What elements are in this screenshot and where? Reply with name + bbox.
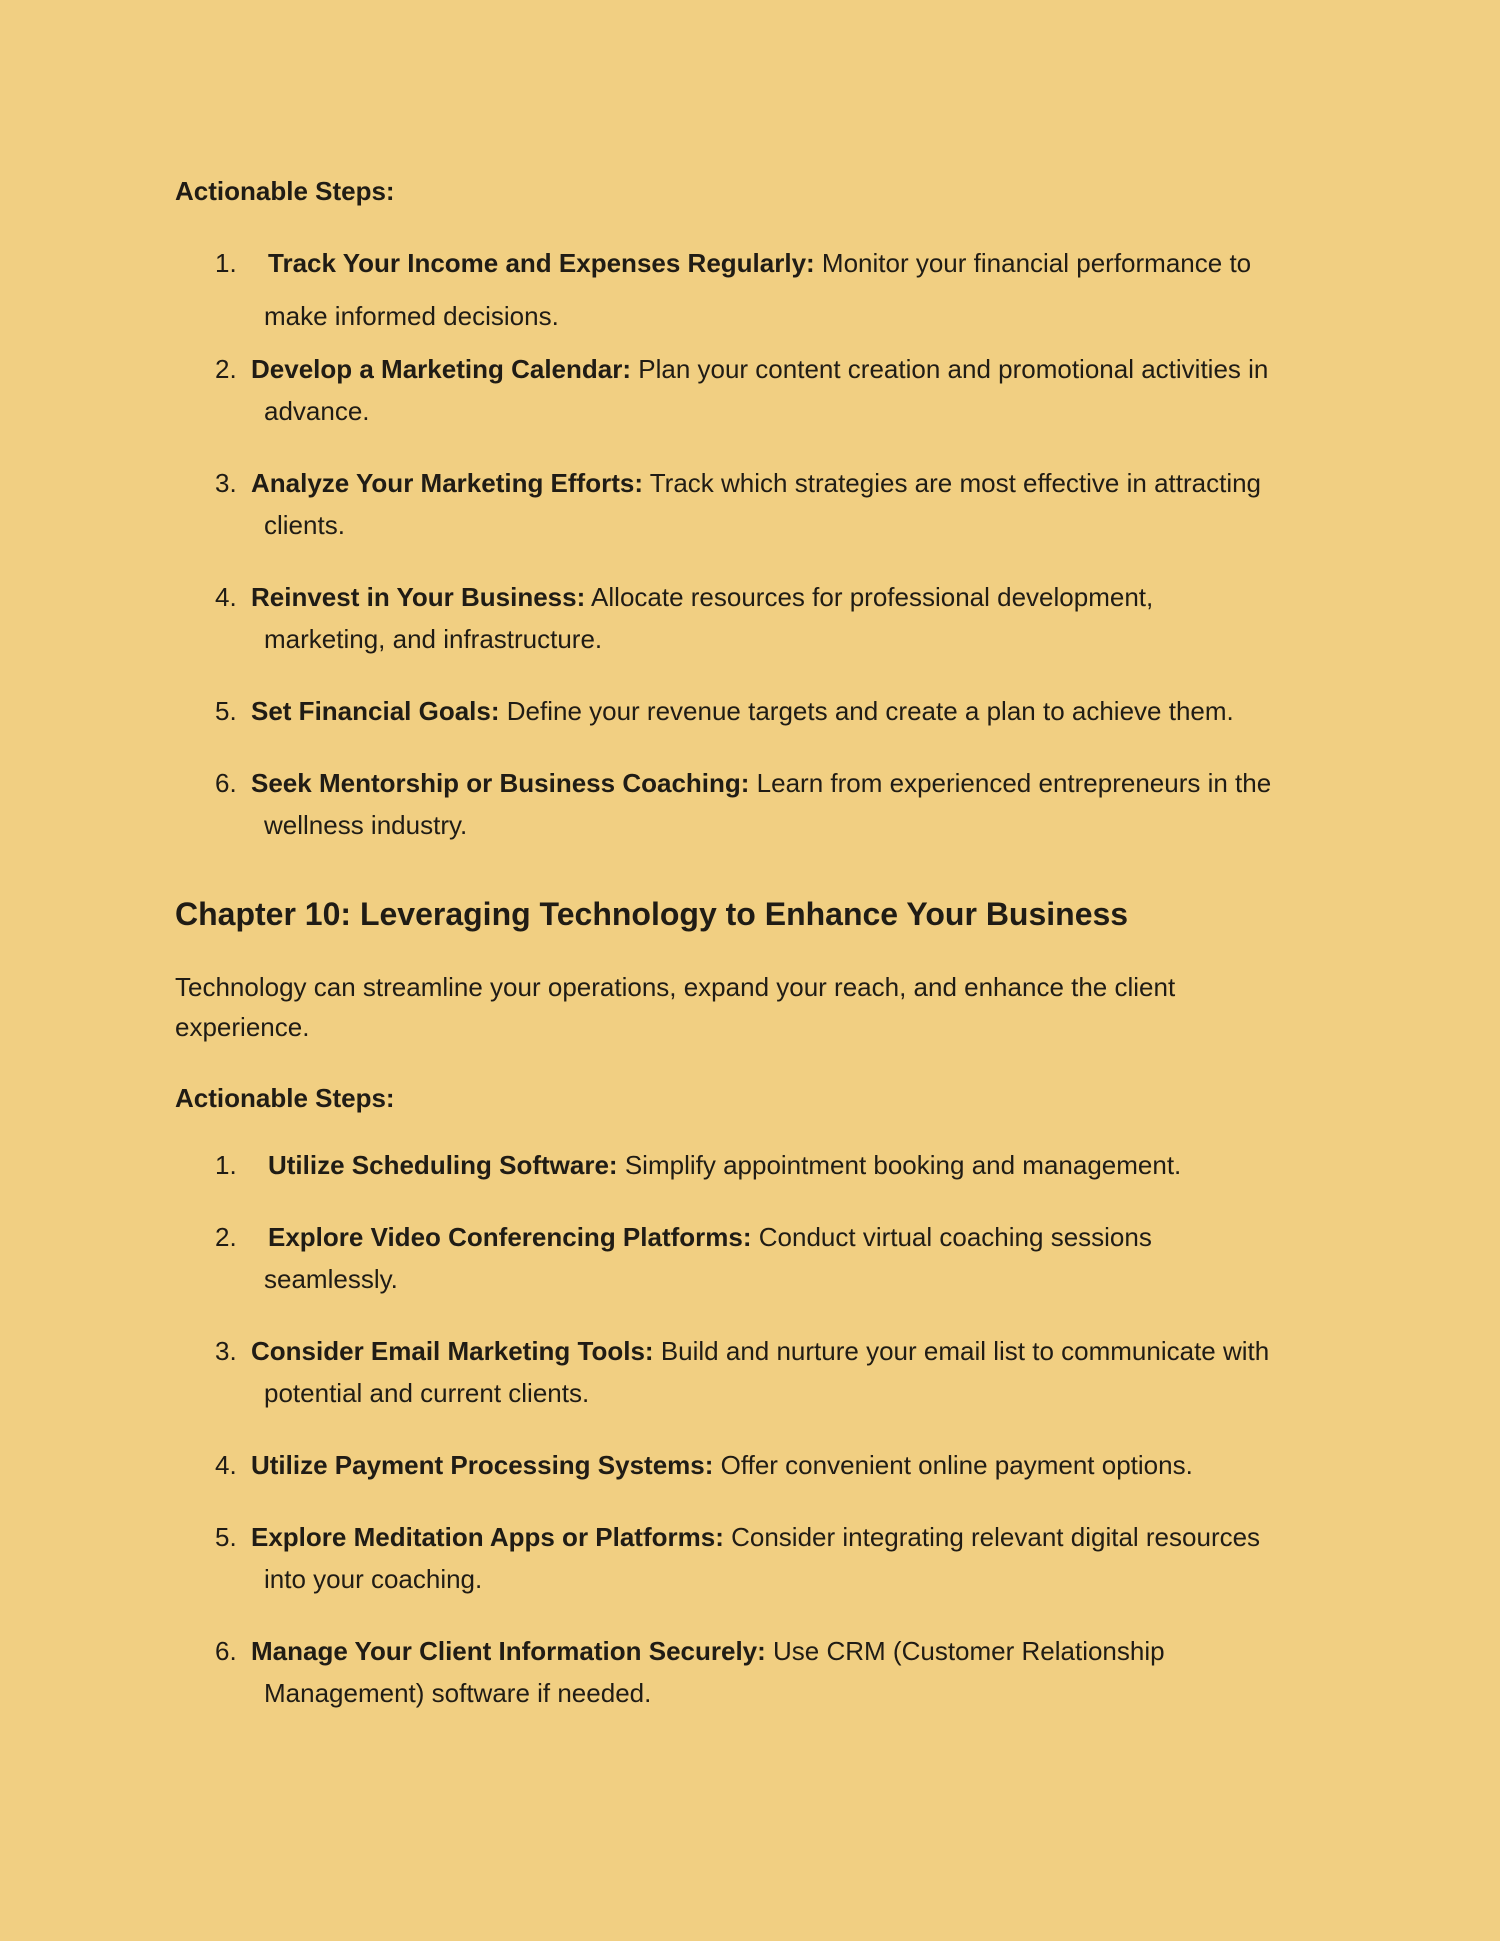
list-item-text-line2: marketing, and infrastructure. <box>264 624 603 654</box>
chapter-intro-line2: experience. <box>175 1012 310 1042</box>
list-item-title: Track Your Income and Expenses Regularly: <box>268 248 815 278</box>
list-item-number: 4. <box>215 582 237 612</box>
list-item-text: Monitor your financial performance to <box>821 248 1252 278</box>
list-item <box>175 1444 1380 1486</box>
list-item-title: Utilize Payment Processing Systems: <box>251 1450 714 1480</box>
chapter-title: Chapter 10: Leveraging Technology to Enhance Your Business <box>175 896 1129 932</box>
actionable-steps-list-1 <box>175 237 1380 846</box>
list-item <box>175 462 1380 546</box>
list-item-text-line2: potential and current clients. <box>264 1378 590 1408</box>
chapter-intro-line1: Technology can streamline your operations, expand your reach, and enhance the client <box>175 972 1176 1002</box>
chapter-intro <box>175 967 1380 1047</box>
list-item <box>175 1630 1380 1714</box>
list-item-text: Plan your content creation and promotional activities in <box>638 354 1269 384</box>
list-item-title: Manage Your Client Information Securely: <box>251 1636 766 1666</box>
list-item-title: Reinvest in Your Business: <box>251 582 586 612</box>
list-item <box>175 1216 1380 1300</box>
list-item-number: 3. <box>215 468 237 498</box>
list-item-title: Explore Meditation Apps or Platforms: <box>251 1522 724 1552</box>
list-item-title: Utilize Scheduling Software: <box>268 1150 618 1180</box>
actionable-steps-list-2 <box>175 1144 1380 1714</box>
actionable-steps-heading-2: Actionable Steps: <box>175 1083 395 1113</box>
list-item-text: Track which strategies are most effective in attracting <box>649 468 1262 498</box>
list-item-text: Define your revenue targets and create a plan to achieve them. <box>506 696 1234 726</box>
list-item-text: Build and nurture your email list to communicate with <box>660 1336 1270 1366</box>
list-item-number: 5. <box>215 696 237 726</box>
list-item-text: Use CRM (Customer Relationship <box>773 1636 1165 1666</box>
list-item-text-line2: Management) software if needed. <box>264 1678 652 1708</box>
list-item-text: Consider integrating relevant digital resources <box>731 1522 1261 1552</box>
list-item-text-line2: clients. <box>264 510 345 540</box>
list-item-text-line2: into your coaching. <box>264 1564 483 1594</box>
list-item <box>175 237 1380 343</box>
list-item <box>175 762 1380 846</box>
list-item-text: Allocate resources for professional development, <box>591 582 1154 612</box>
list-item-title: Explore Video Conferencing Platforms: <box>268 1222 752 1252</box>
list-item <box>175 690 1380 732</box>
list-item <box>175 1516 1380 1600</box>
list-item-title: Analyze Your Marketing Efforts: <box>251 468 643 498</box>
list-item-number: 5. <box>215 1522 237 1552</box>
list-item-text-line2: wellness industry. <box>264 810 468 840</box>
list-item-number: 3. <box>215 1336 237 1366</box>
actionable-steps-heading-1: Actionable Steps: <box>175 176 395 206</box>
list-item <box>175 348 1380 432</box>
list-item-text-line2: seamlessly. <box>264 1264 398 1294</box>
list-item-text: Offer convenient online payment options. <box>720 1450 1193 1480</box>
list-item-number: 6. <box>215 1636 237 1666</box>
list-item-number: 6. <box>215 768 237 798</box>
list-item <box>175 1144 1380 1186</box>
list-item <box>175 576 1380 660</box>
list-item-number: 4. <box>215 1450 237 1480</box>
list-item-text-line2: advance. <box>264 396 370 426</box>
list-item-number: 2. <box>215 1222 237 1252</box>
list-item-title: Consider Email Marketing Tools: <box>251 1336 654 1366</box>
list-item-text-line2: make informed decisions. <box>264 301 559 331</box>
list-item <box>175 1330 1380 1414</box>
list-item-text: Learn from experienced entrepreneurs in the <box>756 768 1272 798</box>
list-item-text: Conduct virtual coaching sessions <box>758 1222 1152 1252</box>
list-item-text: Simplify appointment booking and management. <box>624 1150 1182 1180</box>
list-item-number: 2. <box>215 354 237 384</box>
list-item-title: Seek Mentorship or Business Coaching: <box>251 768 750 798</box>
list-item-number: 1. <box>215 1150 237 1180</box>
list-item-number: 1. <box>215 248 237 278</box>
list-item-title: Develop a Marketing Calendar: <box>251 354 631 384</box>
list-item-title: Set Financial Goals: <box>251 696 500 726</box>
